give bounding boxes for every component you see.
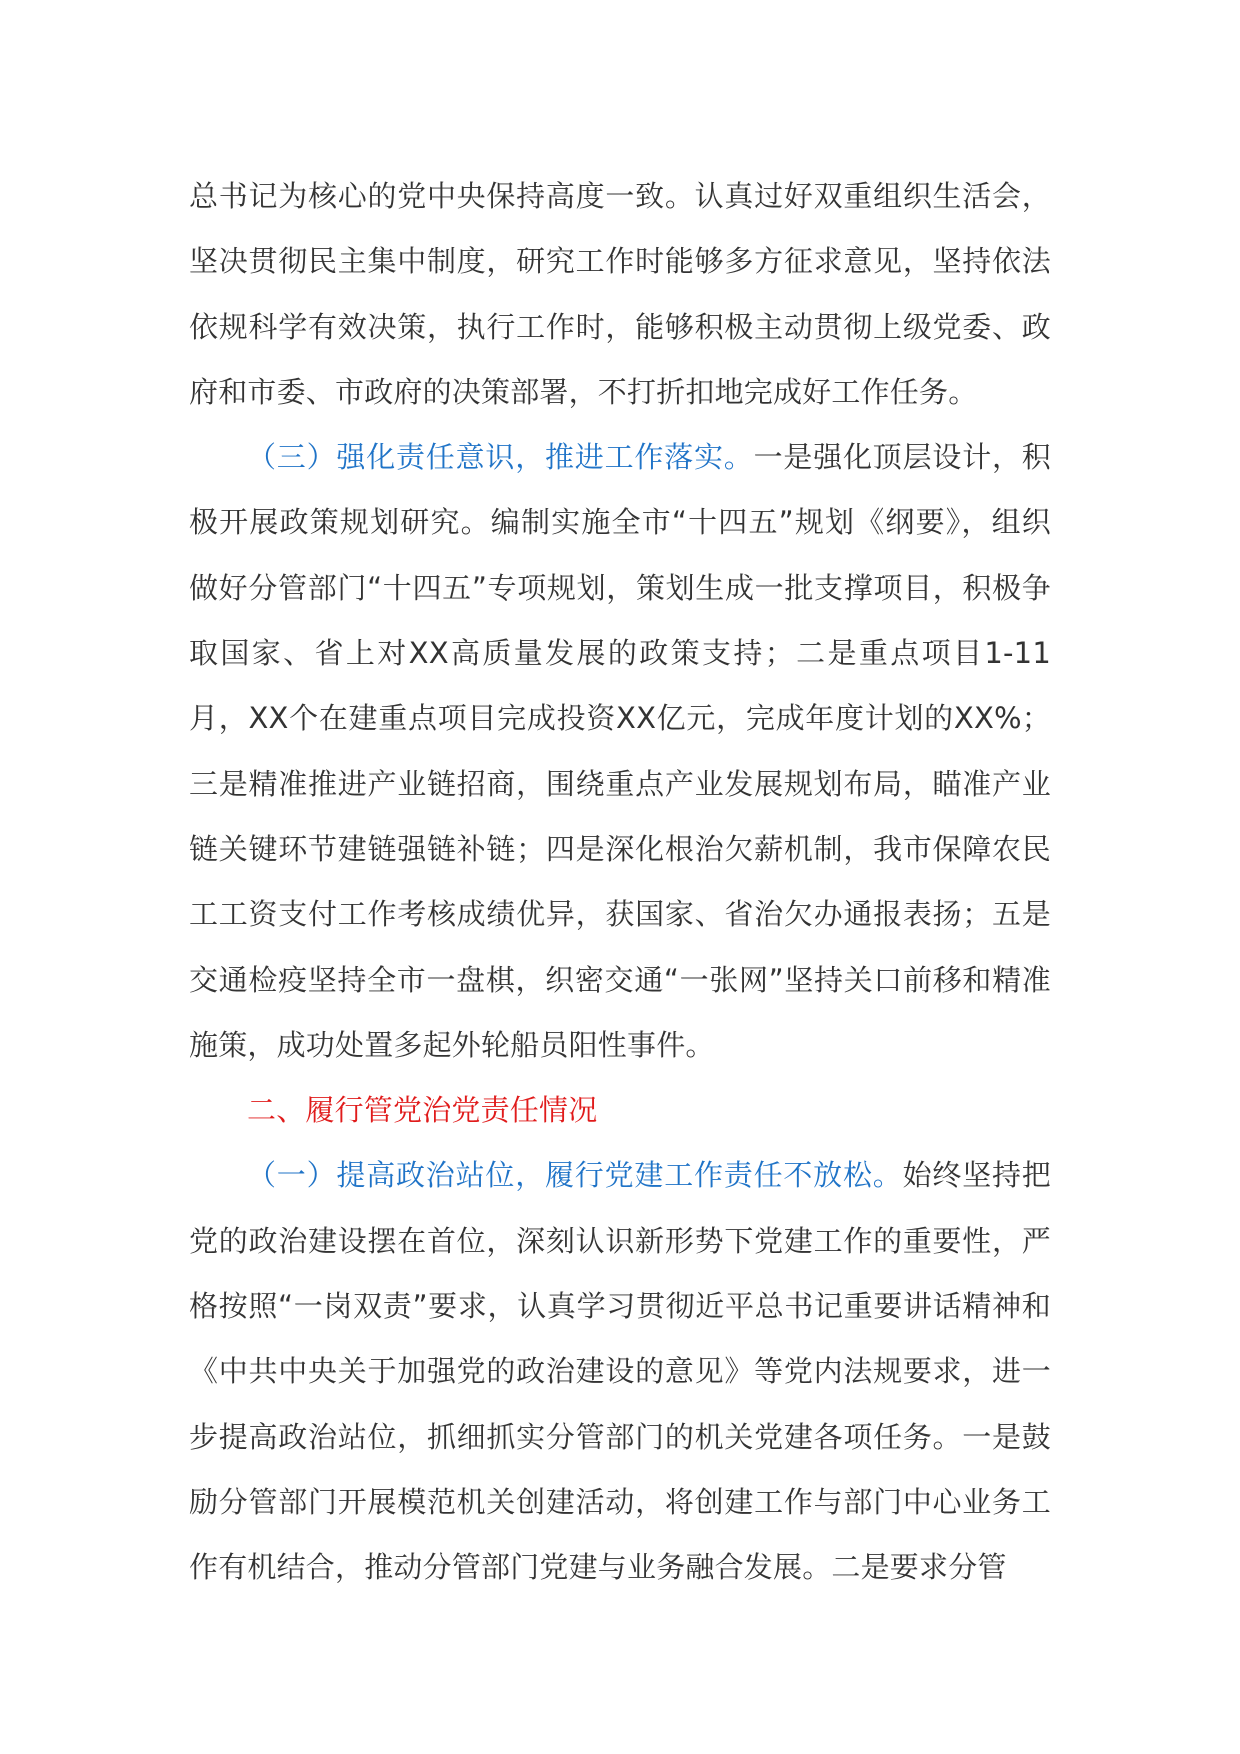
paragraph-political-stance <box>189 1143 1051 1600</box>
paragraph-text: 始终坚持把党的政治建设摆在首位，深刻认识新形势下党建工作的重要性，严格按照“一岗双责”要求，认真学习贯彻近平总书记重要讲话精神和《中共中央关于加强党的政治建设的意见》等党内法规要求，进一步提高政治站位，抓细抓实分管部门的机关党建各项任务。一是鼓励分管部门开展模范机关创建活动，将创建工作与部门中心业务工作有机结合，推动分管部门党建与业务融合发展。二是要求分管 <box>189 1158 1051 1585</box>
section-title: 二、履行管党治党责任情况 <box>247 1093 598 1128</box>
paragraph-text: 总书记为核心的党中央保持高度一致。认真过好双重组织生活会，坚决贯彻民主集中制度，研究工作时能够多方征求意见，坚持依法依规科学有效决策，执行工作时，能够积极主动贯彻上级党委、政府和市委、市政府的决策部署，不打折扣地完成好工作任务。 <box>189 179 1051 409</box>
paragraph-responsibility <box>189 425 1051 1078</box>
document-page <box>189 164 1051 1601</box>
paragraph-text: 一是强化顶层设计，积极开展政策规划研究。编制实施全市“十四五”规划《纲要》，组织做好分管部门“十四五”专项规划，策划生成一批支撑项目，积极争取国家、省上对XX高质量发展的政策支持；二是重点项目1-11月，XX个在建重点项目完成投资XX亿元，完成年度计划的XX%；三是精准推进产业链招商，围绕重点产业发展规划布局，瞄准产业链关键环节建链强链补链；四是深化根治欠薪机制，我市保障农民工工资支付工作考核成绩优异，获国家、省治欠办通报表扬；五是交通检疫坚持全市一盘棋，织密交通“一张网”坚持关口前移和精准施策，成功处置多起外轮船员阳性事件。 <box>189 440 1051 1062</box>
subsection-heading: （三）强化责任意识，推进工作落实。 <box>247 440 754 475</box>
paragraph-continuation <box>189 164 1051 425</box>
subsection-heading: （一）提高政治站位，履行党建工作责任不放松。 <box>247 1158 903 1193</box>
